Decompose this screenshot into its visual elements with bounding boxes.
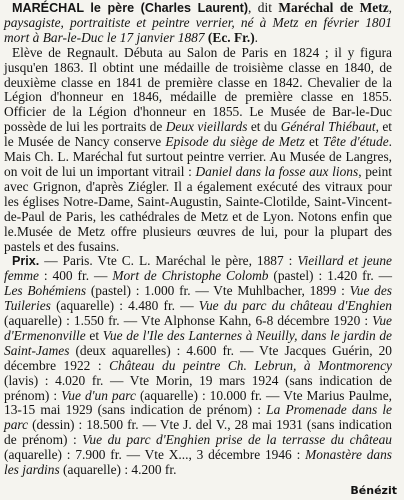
heading-separator: , dit — [248, 0, 279, 15]
work-title: Château du peintre Ch. Lebrun, à Montmorency — [109, 357, 392, 373]
bio-text: et du — [247, 119, 281, 135]
work-title: Général Thiébaut — [280, 119, 376, 135]
bio-text: Elève de Regnault. Débuta au Salon de Paris en 1824 ; il y figura jusqu'en 1863. Il obtint une médaille de troisième classe en 1840, de deuxième classe en 1841 de première classe en 1842. Chevalier de la Légion d'honneur en 1846, médaille de première classe en 1855. Officier de la Légion d'honneur en 1855. Le Musée de Bar-le-Duc possède de lui les portraits de — [4, 44, 392, 135]
artist-roles: paysagiste, portraitiste et peintre verrier, né à Metz en février 1801 mort à Bar-le-Duc le 17 janvier 1887 — [4, 14, 392, 45]
work-title: Vue d'un parc — [61, 387, 136, 403]
work-title: Vue de l'Ile des Lanternes à Neuilly, dans le jardin de Saint-James — [4, 327, 392, 358]
artist-alias: Maréchal de Metz — [278, 0, 389, 15]
heading-comma: , — [388, 0, 392, 15]
price-text: (aquarelle) : 1.550 fr. — Vte Alphonse Kahn, 6-8 décembre 1920 : — [4, 313, 373, 329]
price-text: (deux aquarelles) : 4.600 fr. — Vte Jacques Guérin, 20 décembre 1922 : — [4, 342, 392, 373]
heading-period: . — [254, 29, 259, 45]
work-title: Monastère dans les jardins — [4, 447, 392, 478]
price-text: (aquarelle) : 4.200 fr. — [59, 462, 177, 478]
price-text: (aquarelle) : 10.000 fr. — Vte Marius Paulme, 13-15 mai 1929 (sans indication de prénom) : — [4, 387, 392, 418]
work-title: La Promenade dans le parc — [4, 402, 392, 433]
work-title: Les Bohémiens — [4, 283, 87, 299]
work-title: Vue des Tuileries — [4, 283, 392, 314]
price-text: (pastel) : 1.000 fr. — Vte Muhlbacher, 1899 : — [86, 283, 350, 299]
artist-name: MARÉCHAL le père (Charles Laurent) — [12, 1, 249, 15]
bio-text: , peint avec Grignon, d'après Ziégler. Il a également exécuté des vitraux pour les églises Notre-Dame, Saint-Augustin, Sainte-Clotilde, Saint-Vincent-de-Paul de Paris, les cathédrales de Metz et de Lyon. Notons enfin que le.Musée de Metz offre plusieurs œuvres de lui, pour la plupart des pastels et des fusains. — [4, 163, 392, 254]
work-title: Vieillard et jeune femme — [4, 253, 392, 284]
school-tag: (Ec. Fr.) — [207, 29, 255, 45]
bio-text: . Mais Ch. L. Maréchal fut surtout peintre verrier. Au Musée de Langres, on voit de lui un important vitrail : — [4, 134, 393, 179]
bio-text: et — [304, 134, 323, 150]
work-title: Mort de Christophe Colomb — [112, 268, 269, 284]
price-text: (dessin) : 18.500 fr. — Vte J. del V., 28 mai 1931 (sans indication de prénom) : — [4, 417, 392, 448]
price-text: (pastel) : 1.420 fr. — — [268, 268, 392, 284]
price-text: — Paris. Vte C. L. Maréchal le père, 1887 : — [39, 253, 298, 269]
prices-paragraph — [4, 254, 392, 478]
work-title: Daniel dans la fosse aux lions — [195, 163, 359, 179]
entry-column — [4, 1, 392, 478]
biography-paragraph — [4, 46, 392, 255]
price-text: et — [85, 327, 103, 343]
prices-label: Prix. — [12, 254, 40, 269]
work-title: Deux vieillards — [165, 119, 248, 135]
work-title: Episode du siège de Metz — [165, 134, 305, 150]
work-title: Vue du parc du château d'Enghien — [198, 298, 392, 314]
watermark: Bénézit — [350, 484, 397, 497]
price-text: (lavis) : 4.020 fr. — Vte Morin, 19 mars 1924 (sans indication de prénom) : — [4, 372, 392, 403]
price-text: : 400 fr. — — [38, 268, 113, 284]
price-text: (aquarelle) : 4.480 fr. — — [50, 298, 199, 314]
price-text: (aquarelle) : 7.900 fr. — Vte X..., 3 décembre 1946 : — [4, 447, 306, 463]
work-title: Vue d'Ermenonville — [4, 313, 392, 343]
work-title: Vue du parc d'Enghien prise de la terrasse du château — [82, 432, 393, 448]
bio-text: , et le Musée de Nancy conserve — [4, 119, 392, 150]
entry-heading — [4, 1, 392, 46]
work-title: Tête d'étude — [322, 134, 389, 150]
